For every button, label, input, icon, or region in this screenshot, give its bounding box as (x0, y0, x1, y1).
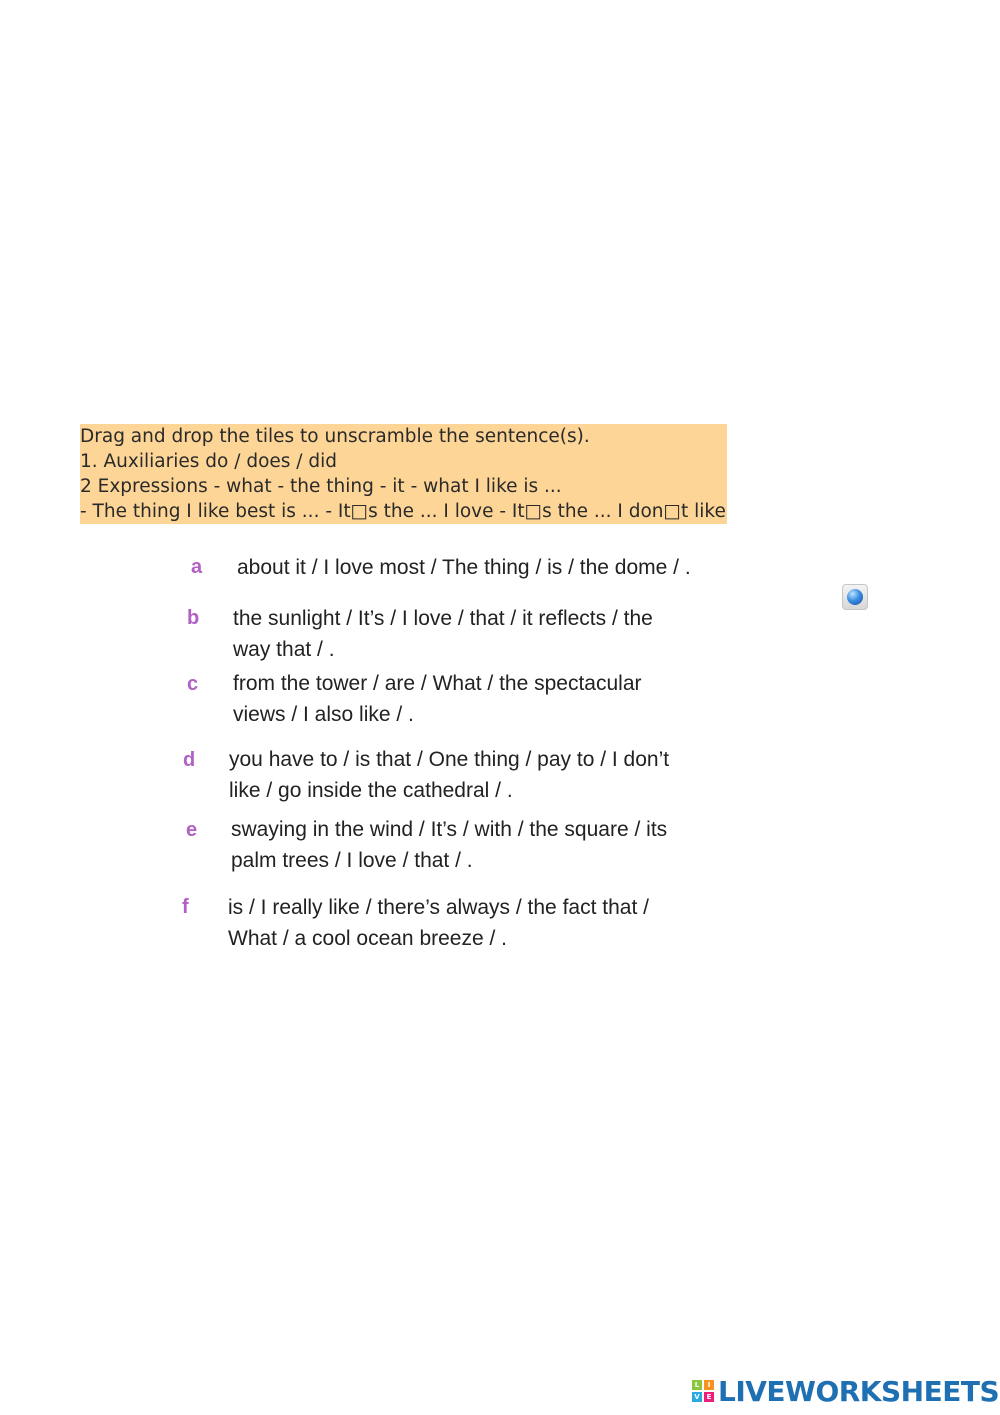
item-letter-b: b (187, 607, 200, 629)
item-letter-a: a (191, 556, 203, 578)
globe-icon[interactable] (842, 584, 868, 610)
logo-text: LIVEWORKSHEETS (718, 1374, 1000, 1408)
instruction-line-1: Drag and drop the tiles to unscramble the sentence(s). (80, 426, 590, 447)
sentence-c-line-1: from the tower / are / What / the spectacular (233, 672, 642, 695)
scrambled-sentence-a[interactable] (237, 552, 691, 583)
scrambled-sentence-d[interactable] (229, 744, 669, 806)
instruction-line-3: 2 Expressions - what - the thing - it - what I like is ... (80, 476, 562, 497)
scrambled-sentence-c[interactable] (233, 668, 642, 730)
sentence-b-line-1: the sunlight / It’s / I love / that / it reflects / the (233, 607, 653, 630)
scrambled-sentence-e[interactable] (231, 814, 667, 876)
logo-mark-v: V (692, 1392, 702, 1402)
logo-mark-e: E (704, 1392, 714, 1402)
item-letter-e: e (186, 819, 198, 841)
instruction-line-4: - The thing I like best is ... - It□s the ... I love - It□s the ... I don□t like (80, 501, 726, 522)
sentence-d-line-2: like / go inside the cathedral / . (229, 779, 513, 802)
instruction-line-2: 1. Auxiliaries do / does / did (80, 451, 338, 472)
sentence-b-line-2: way that / . (233, 638, 335, 661)
logo-mark-icon (692, 1380, 714, 1402)
item-letter-f: f (182, 896, 189, 918)
sentence-d-line-1: you have to / is that / One thing / pay to / I don’t (229, 748, 670, 771)
sentence-c-line-2: views / I also like / . (233, 703, 414, 726)
liveworksheets-logo (692, 1376, 999, 1406)
logo-mark-i: I (704, 1380, 714, 1390)
scrambled-sentence-b[interactable] (233, 603, 653, 665)
sentence-f-line-1: is / I really like / there’s always / the fact that / (228, 896, 649, 919)
sentence-e-line-2: palm trees / I love / that / . (231, 849, 473, 872)
sentence-f-line-2: What / a cool ocean breeze / . (228, 927, 507, 950)
logo-mark-l: L (692, 1380, 702, 1390)
instructions-box (80, 424, 727, 524)
item-letter-c: c (187, 673, 199, 695)
item-letter-d: d (183, 749, 196, 771)
sentence-e-line-1: swaying in the wind / It’s / with / the square / its (231, 818, 668, 841)
sentence-a-line-1: about it / I love most / The thing / is / the dome / . (237, 556, 691, 579)
globe-ball (847, 589, 863, 605)
scrambled-sentence-f[interactable] (228, 892, 649, 954)
